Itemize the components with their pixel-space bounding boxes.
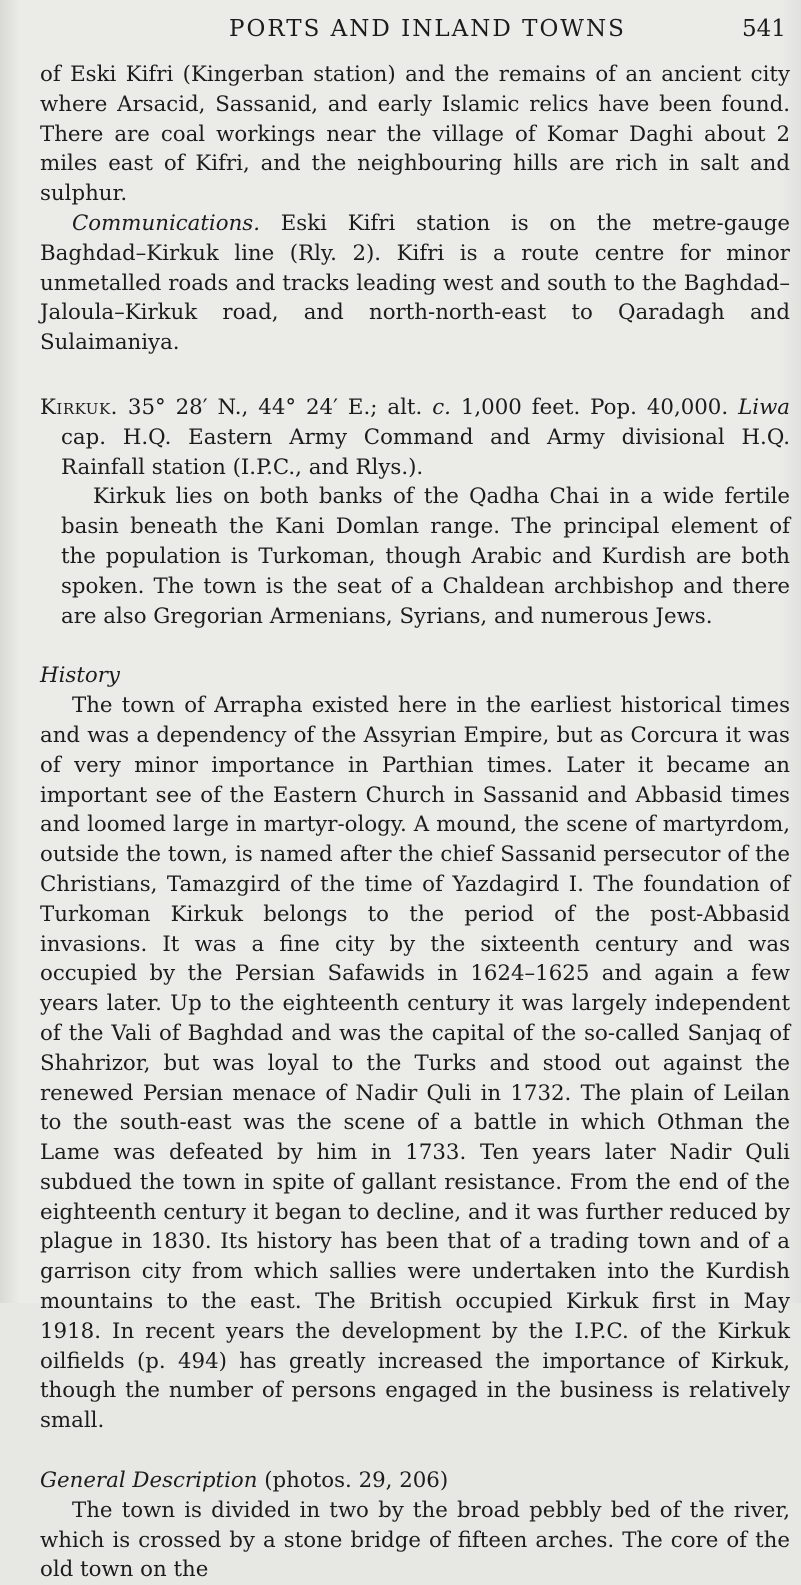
kirkuk-coords-b: 1,000 feet. Pop. 40,000. [450,394,739,420]
running-head: PORTS AND INLAND TOWNS [229,16,626,42]
paragraph-kirkuk-description: Kirkuk lies on both banks of the Qadha Chai in a wide fertile basin beneath the Kani Domlan range. The principal element of the population is Turkoman, though Arabic and Kurdish are both spoken. The town is the seat of a Chaldean archbishop and there are also Gregorian Armenians, Syrians, and numerous Jews. [61,484,790,629]
paragraph-communications [40,209,790,358]
page-number: 541 [742,16,786,42]
general-photos-ref: (photos. 29, 206) [257,1468,449,1494]
paragraph-general-description: The town is divided in two by the broad pebbly bed of the river, which is crossed by a stone bridge of fifteen arches. The core of the old town on the [40,1497,790,1583]
kirkuk-liwa: Liwa [738,394,790,420]
general-description-heading [40,1466,790,1496]
paragraph-history: The town of Arrapha existed here in the earliest historical times and was a dependency of the Assyrian Empire, but as Corcura it was of very minor importance in Parthian times. Later it became an important see of the Eastern Church in Sassanid and Abbasid times and loomed large in martyr-ology. A mound, the scene of martyrdom, outside the town, is named after the chief Sassanid persecutor of the Christians, Tamazgird of the time of Yazdagird I. The foundation of Turkoman Kirkuk belongs to the period of the post-Abbasid invasions. It was a fine city by the sixteenth century and was occupied by the Persian Safawids in 1624–1625 and again a few years later. Up to the eighteenth century it was largely independent of the Vali of Baghdad and was the capital of the so-called Sanjaq of Shahrizor, but was loyal to the Turks and stood out against the renewed Persian menace of Nadir Quli in 1732. The plain of Leilan to the south-east was the scene of a battle in which Othman the Lame was defeated by him in 1733. Ten years later Nadir Quli subdued the town in spite of gallant resistance. From the end of the eighteenth century it began to decline, and it was further reduced by plague in 1830. Its history has been that of a trading town and of a garrison city from which sallies were undertaken into the Kurdish mountains to the east. The British occupied Kirkuk first in May 1918. In recent years the development by the I.P.C. of the Kirkuk oilfields (p. 494) has greatly increased the importance of Kirkuk, though the number of persons engaged in the business is relatively small. [40,693,790,1434]
general-heading-text: General Description [40,1468,258,1494]
paragraph-eski-kifri: of Eski Kifri (Kingerban station) and the remains of an ancient city where Arsacid, Sassanid, and early Islamic relics have been found. There are coal workings near the village of Komar Daghi about 2 miles east of Kifri, and the neighbouring hills are rich in salt and sulphur. [40,62,790,207]
history-heading: History [40,663,120,689]
communications-heading: Communications. [72,210,260,236]
kirkuk-name: Kirkuk. [40,394,118,420]
kirkuk-entry-header [40,393,790,482]
kirkuk-circa: c. [432,394,451,420]
kirkuk-coords-c: cap. H.Q. Eastern Army Command and Army divisional H.Q. Rainfall station (I.P.C., and Rlys.). [61,424,790,480]
page-header [0,10,801,50]
communications-text: Eski Kifri station is on the metre-gauge Baghdad–Kirkuk line (Rly. 2). Kifri is a route centre for minor unmetalled roads and tracks leading west and south to the Baghdad–Jaloula–Kirkuk road, and north-north-east to Qaradagh and Sulaimaniya. [40,210,790,356]
page-body [40,60,790,1585]
kirkuk-coords-a: 35° 28′ N., 44° 24′ E.; alt. [117,394,433,420]
